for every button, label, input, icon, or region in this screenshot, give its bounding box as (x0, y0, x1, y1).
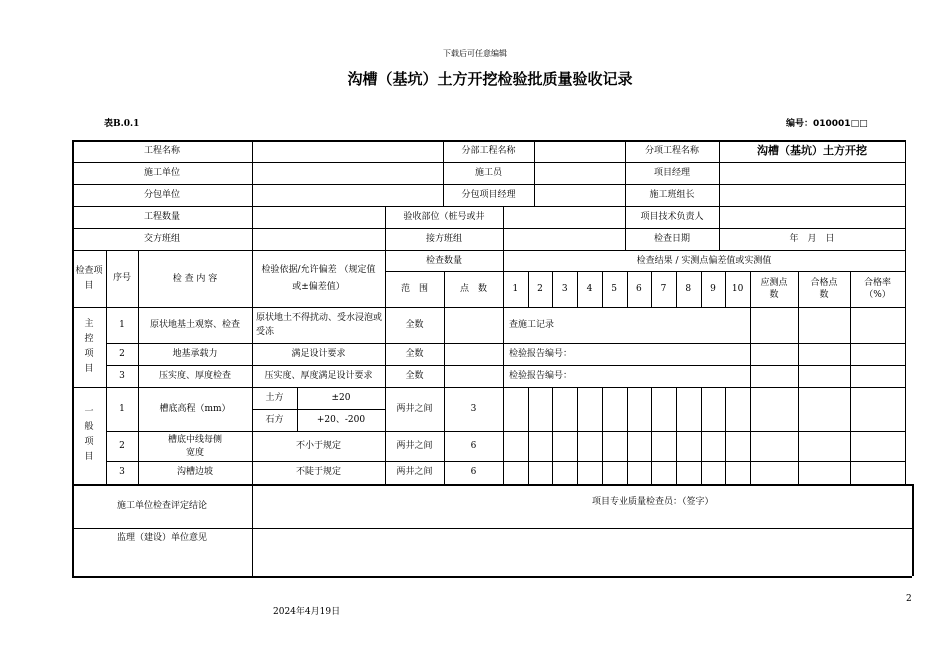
main-row-3-content: 压实度、厚度检查 (158, 371, 231, 381)
grid-line (252, 484, 253, 576)
main-row-3-basis: 压实度、厚度满足设计要求 (264, 371, 373, 381)
grid-line (701, 387, 702, 484)
grid-line (552, 387, 553, 484)
sub-contractor-label: 分包单位 (143, 190, 180, 200)
edit-note: 下载后可任意编辑 (443, 49, 507, 58)
sub-item-value: 沟槽（基坑）土方开挖 (757, 144, 867, 157)
grid-line (72, 162, 905, 163)
grid-line (444, 387, 445, 484)
main-row-1-content: 原状地基土观察、检查 (149, 320, 240, 330)
general-row-2-range: 两井之间 (396, 441, 433, 451)
grid-line (905, 140, 906, 484)
measure-points-header: 应测点数 (760, 278, 788, 300)
general-row-3-range: 两井之间 (396, 467, 433, 477)
grid-line (577, 271, 578, 307)
sub-item-label: 分项工程名称 (644, 146, 699, 156)
grid-line (651, 271, 652, 307)
grid-line (385, 271, 905, 272)
grid-line (252, 206, 253, 250)
grid-line (503, 206, 504, 250)
seq-header (106, 250, 138, 307)
grid-line (252, 250, 253, 484)
grid-line (252, 409, 385, 410)
content-header: 检 查 内 容 (172, 273, 218, 284)
grid-line (725, 271, 726, 307)
main-row-3-result: 检验报告编号： (509, 371, 573, 381)
general-row-3-points: 6 (470, 467, 477, 477)
grid-line (528, 271, 529, 307)
general-row-1-range: 两井之间 (396, 404, 433, 414)
grid-line (503, 250, 504, 484)
grid-line (602, 387, 603, 484)
pass-rate-header: 合格率（%） (863, 278, 891, 300)
main-row-1-result: 查施工记录 (509, 320, 555, 330)
check-item-header (72, 250, 106, 307)
handover-team-label: 交方班组 (143, 234, 180, 244)
grid-line (106, 365, 905, 366)
main-row-2-basis: 满足设计要求 (291, 349, 346, 359)
grid-line (72, 184, 905, 185)
main-row-2-seq: 2 (119, 349, 125, 359)
grid-line (72, 528, 912, 529)
grid-line (72, 387, 905, 388)
main-row-2-content: 地基承载力 (172, 349, 218, 359)
grid-line (385, 206, 386, 250)
grid-line (750, 387, 751, 484)
general-soil-label: 土方 (265, 393, 284, 403)
contractor-conclusion-label: 施工单位检查评定结论 (116, 501, 207, 511)
main-row-3-seq: 3 (119, 371, 125, 381)
grid-line (252, 140, 253, 206)
pass-points-header: 合格点数 (810, 278, 838, 300)
grid-line (701, 271, 702, 307)
result-col-6-header: 6 (635, 284, 642, 294)
sub-manager-label: 分包项目经理 (461, 190, 516, 200)
supervisor-opinion-label: 监理（建设）单位意见 (116, 533, 207, 543)
page-title: 沟槽（基坑）土方开挖检验批质量验收记录 (347, 70, 633, 88)
grid-line (106, 431, 905, 432)
grid-line (627, 387, 628, 484)
grid-line (850, 271, 851, 484)
grid-line (72, 484, 912, 486)
general-rock-label: 石方 (265, 415, 284, 425)
grid-line (297, 387, 298, 431)
general-rock-value: +20、-200 (316, 415, 366, 425)
grid-line (627, 271, 628, 307)
grid-line (676, 271, 677, 307)
receiving-team-label: 接方班组 (425, 234, 462, 244)
check-item-text: 检查项目 (75, 265, 103, 291)
project-name-label: 工程名称 (143, 146, 180, 156)
grid-line (106, 343, 905, 344)
general-row-3-content: 沟槽边坡 (176, 467, 213, 477)
sub-division-label: 分部工程名称 (461, 146, 516, 156)
acceptance-part-label: 验收部位（桩号或井 (403, 212, 485, 222)
main-row-1-basis: 原状地土不得扰动、受水浸泡或受冻 (256, 313, 383, 337)
general-row-2-points: 6 (470, 441, 477, 451)
grid-line (443, 140, 444, 206)
grid-line (138, 250, 139, 484)
general-row-1-points: 3 (470, 404, 477, 414)
project-manager-label: 项目经理 (653, 168, 690, 178)
check-date-value: 年 月 日 (789, 234, 835, 244)
grid-line (444, 343, 445, 387)
grid-line (106, 250, 107, 484)
grid-line (625, 140, 626, 250)
quality-inspector-signature: 项目专业质量检查员：（签字） (592, 497, 714, 507)
grid-line (106, 461, 905, 462)
check-date-label: 检查日期 (653, 234, 690, 244)
grid-line (444, 271, 445, 343)
basis-header: 检验依据/允许偏差 （规定值或±偏差值） (261, 264, 376, 292)
form-code: 编号：010001□□ (786, 119, 868, 129)
points-header: 点 数 (459, 284, 487, 294)
grid-line (72, 576, 912, 578)
seq-text: 序号 (112, 273, 131, 283)
grid-line (72, 307, 905, 308)
general-row-3-seq: 3 (119, 467, 125, 477)
general-row-2-content: 槽底中线每侧宽度 (168, 435, 223, 458)
result-col-4-header: 4 (586, 284, 593, 294)
general-row-2-basis: 不小于规定 (295, 441, 341, 451)
quantity-label: 工程数量 (143, 212, 180, 222)
grid-line (72, 140, 905, 142)
general-row-1-content: 槽底高程（mm） (159, 404, 231, 414)
grid-line (72, 206, 905, 207)
result-header: 检查结果 / 实测点偏差值或实测值 (636, 255, 772, 266)
result-col-2-header: 2 (537, 284, 543, 294)
grid-line (798, 271, 799, 484)
result-col-7-header: 7 (660, 284, 667, 294)
grid-line (528, 387, 529, 484)
grid-line (552, 271, 553, 307)
contractor-label: 施工单位 (143, 168, 180, 178)
grid-line (72, 228, 905, 229)
page-number: 2 (906, 594, 912, 604)
grid-line (725, 387, 726, 484)
range-header: 范 围 (400, 284, 428, 294)
main-row-1-seq: 1 (119, 320, 125, 330)
grid-line (72, 250, 905, 251)
main-control-label: 主控项目 (84, 319, 94, 374)
result-col-3-header: 3 (561, 284, 568, 294)
main-row-2-range: 全数 (405, 349, 424, 359)
general-items-label: 一般项目 (84, 407, 94, 462)
result-col-1-header: 1 (512, 284, 519, 294)
grid-line (534, 140, 535, 206)
count-header: 检查数量 (425, 255, 462, 266)
grid-line (912, 484, 914, 576)
result-col-8-header: 8 (685, 284, 692, 294)
grid-line (385, 250, 386, 484)
general-row-1-seq: 1 (119, 404, 125, 414)
general-soil-value: ±20 (331, 393, 351, 403)
general-row-3-basis: 不陡于规定 (295, 467, 341, 477)
team-leader-label: 施工班组长 (649, 190, 695, 200)
grid-line (719, 140, 720, 250)
grid-line (676, 387, 677, 484)
result-col-10-header: 10 (731, 284, 744, 294)
main-row-3-range: 全数 (405, 371, 424, 381)
document-date: 2024年4月19日 (273, 607, 341, 617)
result-col-5-header: 5 (611, 284, 617, 294)
main-row-1-range: 全数 (405, 320, 424, 330)
grid-line (651, 387, 652, 484)
main-row-2-result: 检验报告编号： (509, 349, 573, 359)
result-col-9-header: 9 (710, 284, 716, 294)
general-row-2-seq: 2 (119, 441, 125, 451)
constructor-label: 施工员 (474, 168, 502, 178)
grid-line (602, 271, 603, 307)
tech-leader-label: 项目技术负责人 (640, 212, 704, 222)
grid-line (577, 387, 578, 484)
form-id: 表B.0.1 (104, 119, 140, 129)
